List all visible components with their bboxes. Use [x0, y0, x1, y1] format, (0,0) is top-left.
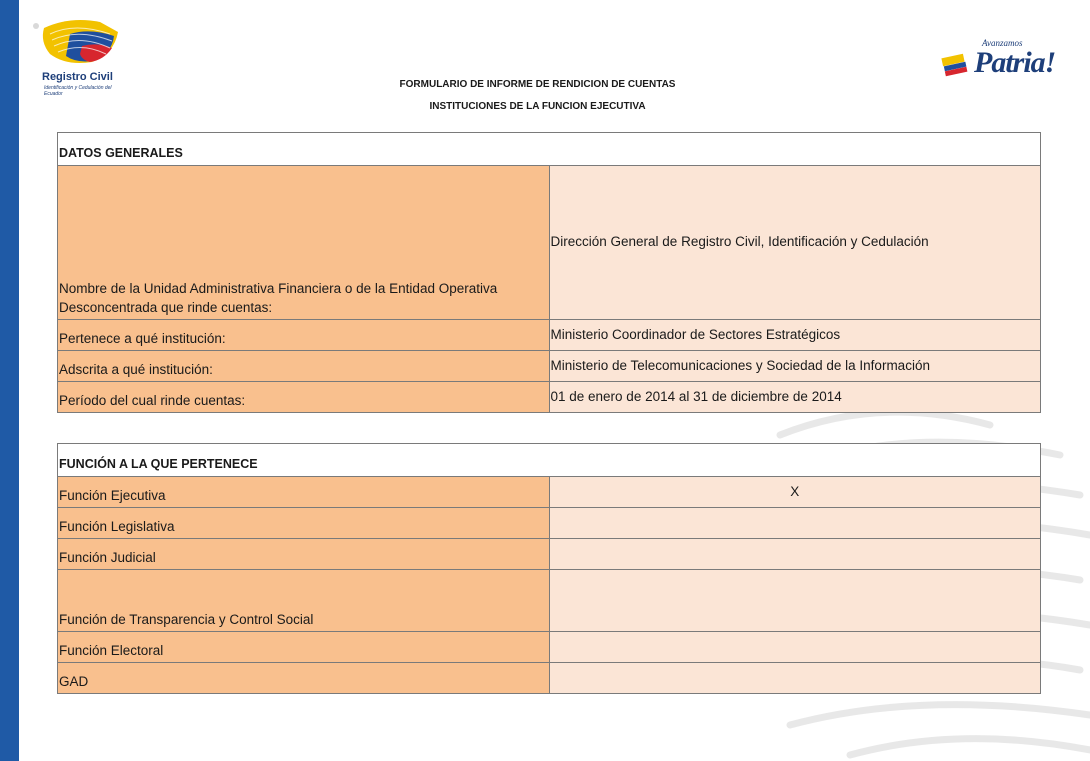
funcion-table: [57, 443, 1041, 694]
registro-civil-logo-subtitle: Identificación y Cedulación del Ecuador: [44, 85, 112, 97]
funcion-transparencia-mark: [549, 570, 1041, 632]
periodo-label: Período del cual rinde cuentas:: [58, 382, 550, 413]
fingerprint-map-icon: [30, 14, 140, 74]
funcion-ejecutiva-mark: X: [549, 477, 1041, 508]
pertenece-institucion-label: Pertenece a qué institución:: [58, 320, 550, 351]
funcion-legislativa-label: Función Legislativa: [58, 508, 550, 539]
registro-civil-logo-title: Registro Civil: [42, 71, 113, 83]
avanzamos-tagline: Avanzamos: [982, 38, 1023, 48]
adscrita-institucion-value: Ministerio de Telecomunicaciones y Sociedad de la Información: [549, 351, 1041, 382]
funcion-judicial-mark: [549, 539, 1041, 570]
form-subtitle: INSTITUCIONES DE LA FUNCION EJECUTIVA: [429, 101, 646, 112]
unidad-administrativa-label: Nombre de la Unidad Administrativa Financiera o de la Entidad Operativa Desconcentrada que rinde cuentas:: [58, 166, 550, 320]
funcion-ejecutiva-label: Función Ejecutiva: [58, 477, 550, 508]
left-accent-bar: [0, 0, 19, 761]
periodo-value: 01 de enero de 2014 al 31 de diciembre de 2014: [549, 382, 1041, 413]
form-title: FORMULARIO DE INFORME DE RENDICION DE CUENTAS: [399, 79, 676, 90]
funcion-legislativa-mark: [549, 508, 1041, 539]
adscrita-institucion-label: Adscrita a qué institución:: [58, 351, 550, 382]
pertenece-institucion-value: Ministerio Coordinador de Sectores Estratégicos: [549, 320, 1041, 351]
gad-label: GAD: [58, 663, 550, 694]
funcion-electoral-mark: [549, 632, 1041, 663]
funcion-transparencia-label: Función de Transparencia y Control Social: [58, 570, 550, 632]
funcion-heading: FUNCIÓN A LA QUE PERTENECE: [58, 444, 1041, 477]
gad-mark: [549, 663, 1041, 694]
funcion-electoral-label: Función Electoral: [58, 632, 550, 663]
patria-brand: Patria!: [974, 46, 1056, 79]
datos-generales-heading: DATOS GENERALES: [58, 133, 1041, 166]
funcion-judicial-label: Función Judicial: [58, 539, 550, 570]
datos-generales-table: [57, 132, 1041, 413]
unidad-administrativa-value: Dirección General de Registro Civil, Identificación y Cedulación: [549, 166, 1041, 320]
